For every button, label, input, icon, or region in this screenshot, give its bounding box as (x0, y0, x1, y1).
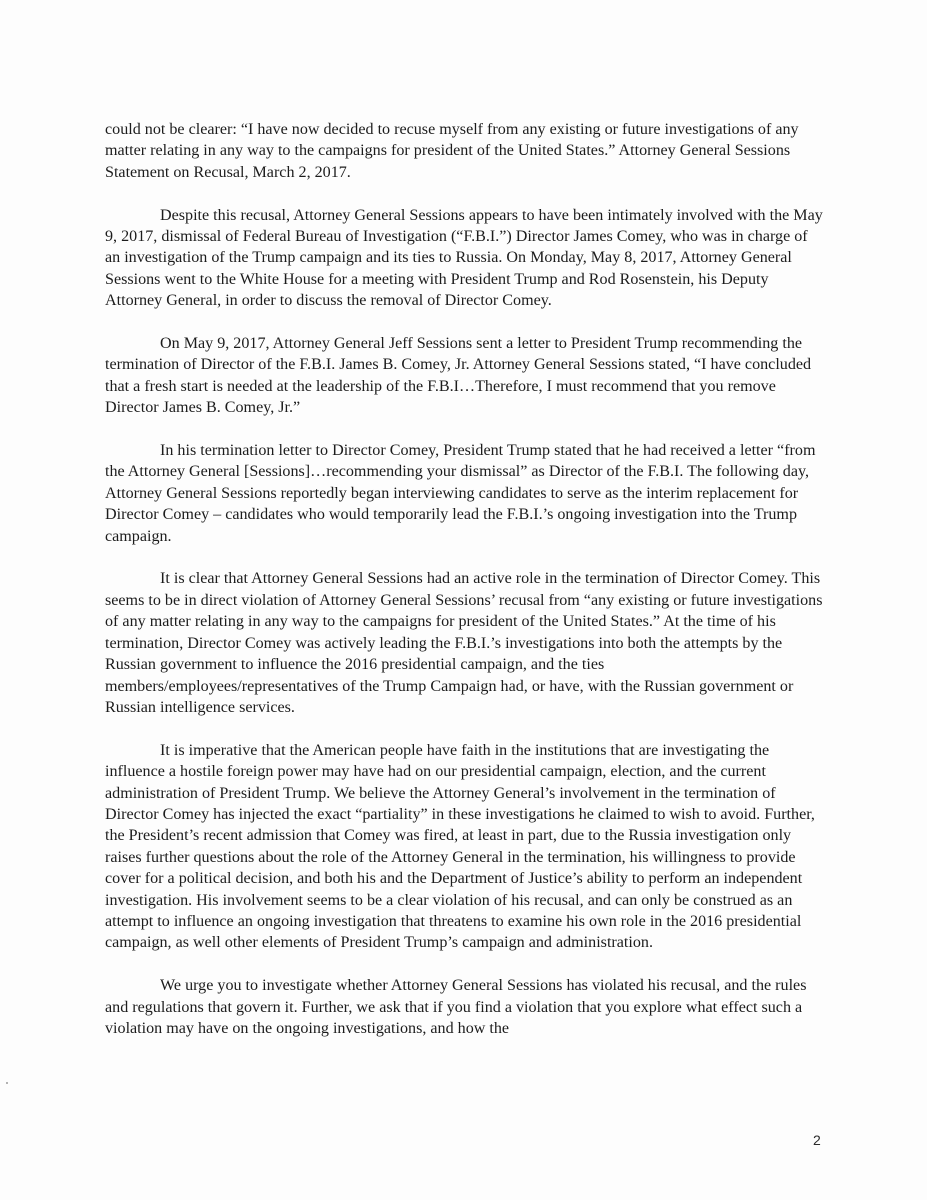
letter-body (105, 119, 825, 1061)
paragraph-termination-letter: In his termination letter to Director Comey, President Trump stated that he had received a letter “from the Attorney General [Sessions]…recommending your dismissal” as Director of the F.B.I. The following day, Attorney General Sessions reportedly began interviewing candidates to serve as the interim replacement for Director Comey – candidates who would temporarily lead the F.B.I.’s ongoing investigation into the Trump campaign. (105, 442, 816, 545)
paragraph-active-role: It is clear that Attorney General Sessions had an active role in the termination of Director Comey. This seems to be in direct violation of Attorney General Sessions’ recusal from “any existing or future investigations of any matter relating in any way to the campaigns for president of the United States.” At the time of his termination, Director Comey was actively leading the F.B.I.’s investigations into both the attempts by the Russian government to influence the 2016 presidential campaign, and the ties members/employees/representatives of the Trump Campaign had, or have, with the Russian government or Russian intelligence services. (105, 570, 823, 716)
paragraph-sessions-letter: On May 9, 2017, Attorney General Jeff Sessions sent a letter to President Trump recommending the termination of Director of the F.B.I. James B. Comey, Jr. Attorney General Sessions stated, “I have concluded that a fresh start is needed at the leadership of the F.B.I…Therefore, I must recommend that you remove Director James B. Comey, Jr.” (105, 335, 812, 417)
paragraph-request: We urge you to investigate whether Attorney General Sessions has violated his recusal, and the rules and regulations that govern it. Further, we ask that if you find a violation that you explore what effect such a violation may have on the ongoing investigations, and how the (105, 977, 807, 1037)
paragraph-recusal-quote: could not be clearer: “I have now decided to recuse myself from any existing or future investigations of any matter relating in any way to the campaigns for president of the United States.” Attorney General Sessions Statement on Recusal, March 2, 2017. (105, 121, 799, 181)
paragraph-dismissal-involvement: Despite this recusal, Attorney General Sessions appears to have been intimately involved with the May 9, 2017, dismissal of Federal Bureau of Investigation (“F.B.I.”) Director James Comey, who was in charge of an investigation of the Trump campaign and its ties to Russia. On Monday, May 8, 2017, Attorney General Sessions went to the White House for a meeting with President Trump and Rod Rosenstein, his Deputy Attorney General, in order to discuss the removal of Director Comey. (105, 206, 823, 310)
scan-artifact (6, 1082, 8, 1084)
paragraph-public-faith: It is imperative that the American people have faith in the institutions that are investigating the influence a hostile foreign power may have had on our presidential campaign, election, and the current administration of President Trump. We believe the Attorney General’s involvement in the termination of Director Comey has injected the exact “partiality” in these investigations he claimed to wish to avoid. Further, the President’s recent admission that Comey was fired, at least in part, due to the Russia investigation only raises further questions about the role of the Attorney General in the termination, his willingness to provide cover for a political decision, and both his and the Department of Justice’s ability to perform an independent investigation. His involvement seems to be a clear violation of his recusal, and can only be construed as an attempt to influence an ongoing investigation that threatens to examine his own role in the 2016 presidential campaign, as well other elements of President Trump’s campaign and administration. (105, 741, 815, 952)
page-number: 2 (813, 1132, 821, 1148)
